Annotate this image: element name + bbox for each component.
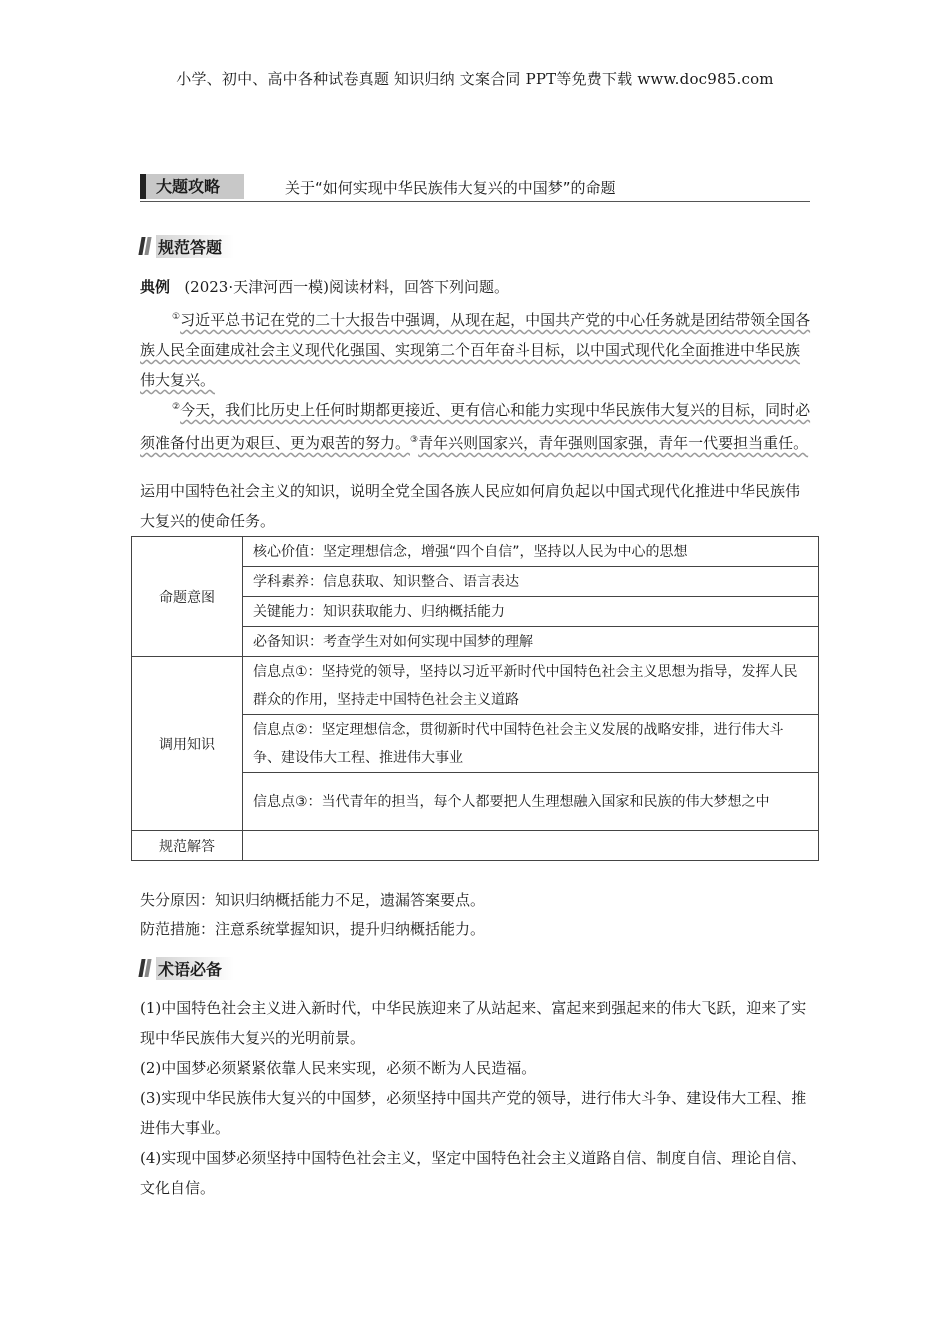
intent-row: 学科素养：信息获取、知识整合、语言表达: [243, 567, 819, 597]
guifan-heading-label: 规范答题: [156, 235, 234, 258]
prevention: 防范措施：注意系统掌握知识，提升归纳概括能力。: [140, 920, 486, 938]
question-text: 运用中国特色社会主义的知识，说明全党全国各族人民应如何肩负起以中国式现代化推进中华民族伟大复兴的使命任务。: [140, 482, 801, 530]
section-tag: 大题攻略: [140, 174, 244, 199]
example-source: (2023·天津河西一模)阅读材料，回答下列问题。: [184, 278, 509, 296]
intent-label: 命题意图: [132, 537, 243, 657]
terms-heading: [140, 957, 234, 979]
p3-number: ③: [410, 435, 419, 445]
term-item: (1)中国特色社会主义进入新时代，中华民族迎来了从站起来、富起来到强起来的伟大飞跃，迎来了实现中华民族伟大复兴的光明前景。: [140, 999, 807, 1047]
term-item: (2)中国梦必须紧紧依靠人民来实现，必须不断为人民造福。: [140, 1059, 537, 1077]
heading-marker-icon: [140, 959, 150, 977]
knowledge-label: 调用知识: [132, 657, 243, 831]
page-header: 小学、初中、高中各种试卷真题 知识归纳 文案合同 PPT等免费下载 www.doc985.com: [176, 70, 774, 88]
p2-text: 今天，我们比历史上任何时期都更接近、更有信心和能力实现中华民族伟大复兴的目标，同时必须准备付出更为艰巨、更为艰苦的努力。: [140, 401, 811, 452]
analysis-table: [131, 536, 819, 861]
example-source-line: [140, 272, 812, 302]
example-label: 典例: [140, 278, 171, 296]
term-item: (3)实现中华民族伟大复兴的中国梦，必须坚持中国共产党的领导，进行伟大斗争、建设伟大工程、推进伟大事业。: [140, 1089, 807, 1137]
terms-heading-label: 术语必备: [156, 957, 234, 980]
heading-marker-icon: [140, 237, 150, 255]
p3-text: 青年兴则国家兴，青年强则国家强，青年一代要担当重任。: [418, 434, 809, 452]
knowledge-row: 信息点①：坚持党的领导，坚持以习近平新时代中国特色社会主义思想为指导，发挥人民群众的作用，坚持走中国特色社会主义道路: [243, 657, 819, 715]
intent-row: 必备知识：考查学生对如何实现中国梦的理解: [243, 627, 819, 657]
p2-number: ②: [172, 402, 181, 412]
knowledge-row: 信息点③：当代青年的担当，每个人都要把人生理想融入国家和民族的伟大梦想之中: [243, 773, 819, 831]
answer-value: [243, 831, 819, 861]
guifan-heading: [140, 235, 234, 257]
loss-reason: 失分原因：知识归纳概括能力不足，遗漏答案要点。: [140, 891, 486, 909]
p1-text: 习近平总书记在党的二十大报告中强调，从现在起，中国共产党的中心任务就是团结带领全国各族人民全面建成社会主义现代化强国、实现第二个百年奋斗目标，以中国式现代化全面推进中华民族伟大复兴。: [140, 311, 811, 389]
intent-row: 关键能力：知识获取能力、归纳概括能力: [243, 597, 819, 627]
p1-number: ①: [172, 312, 181, 322]
answer-label: 规范解答: [132, 831, 243, 861]
material-paragraph-2: [140, 392, 812, 458]
knowledge-row: 信息点②：坚定理想信念，贯彻新时代中国特色社会主义发展的战略安排，进行伟大斗争、建设伟大工程、推进伟大事业: [243, 715, 819, 773]
material-paragraph-1: [140, 302, 812, 395]
section-bar: [140, 174, 810, 202]
section-title: 关于“如何实现中华民族伟大复兴的中国梦”的命题: [285, 179, 616, 197]
term-item: (4)实现中国梦必须坚持中国特色社会主义，坚定中国特色社会主义道路自信、制度自信、理论自信、文化自信。: [140, 1149, 807, 1197]
intent-row: 核心价值：坚定理想信念，增强“四个自信”，坚持以人民为中心的思想: [243, 537, 819, 567]
